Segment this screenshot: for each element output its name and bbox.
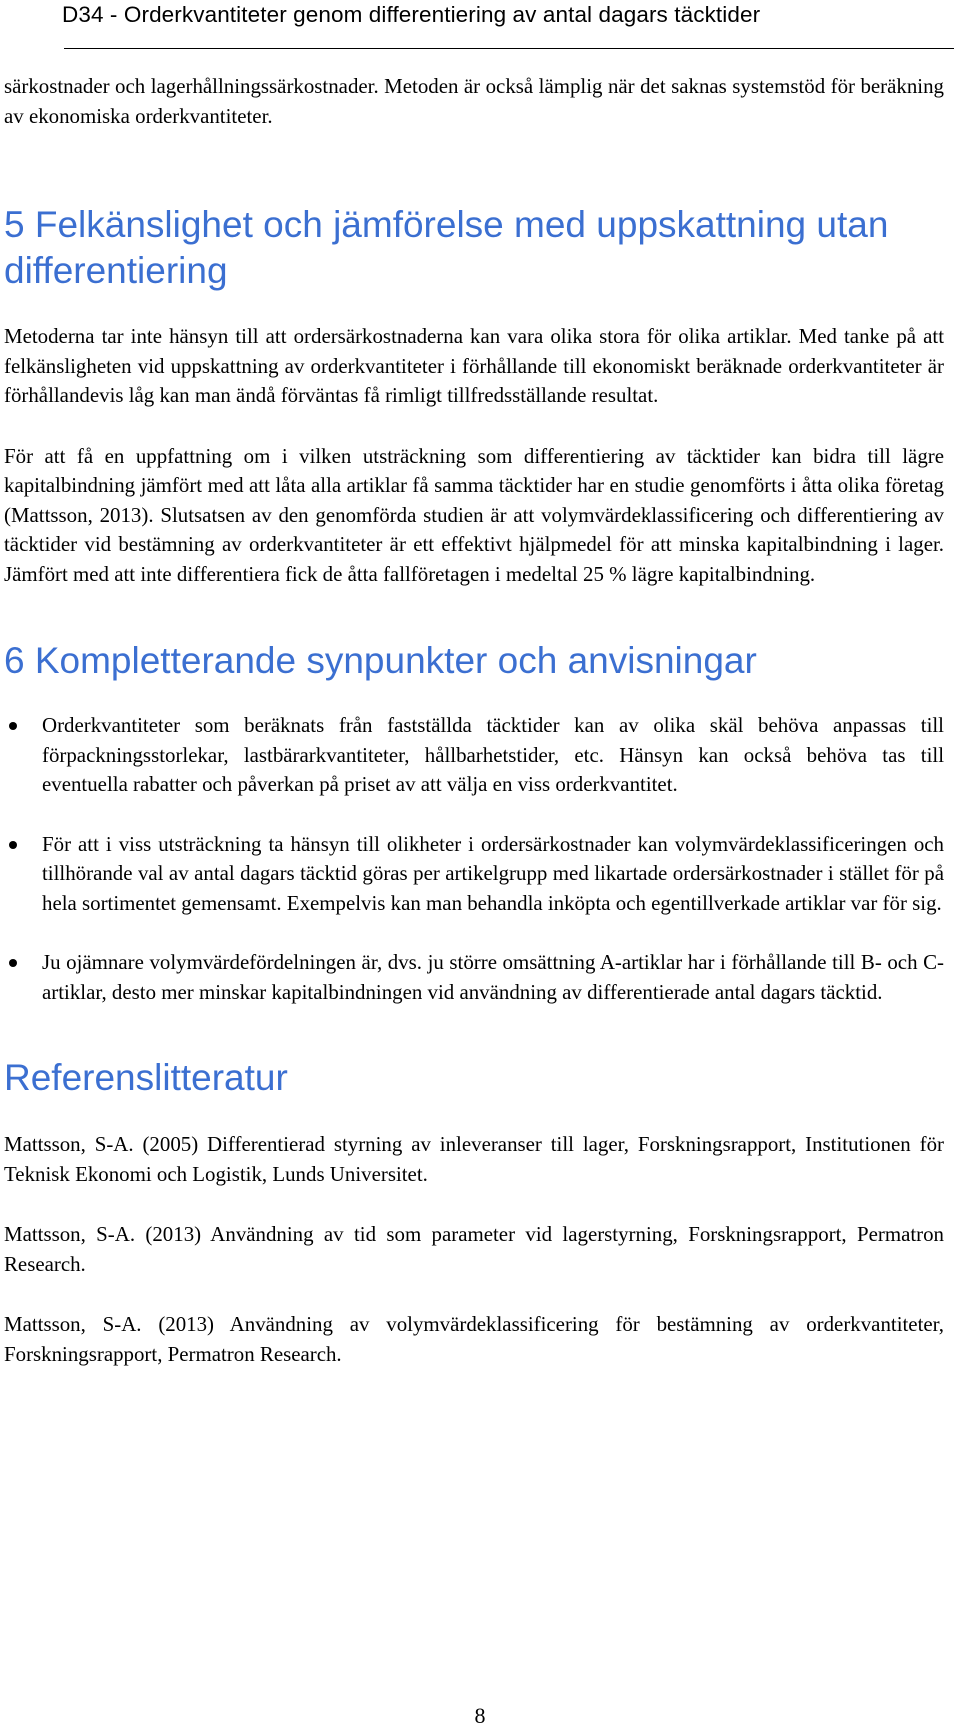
bullet-text: För att i viss utsträckning ta hänsyn till olikheter i ordersärkostnader kan volymvärdeklassificeringen och tillhörande val av antal dagars täcktid göras per artikelgrupp med likartade ordersärkostnader i stället för på hela sortimentet gemensamt. Exempelvis kan man behandla inköpta och egentillverkade artiklar var för sig. bbox=[42, 831, 944, 915]
references-heading: Referenslitteratur bbox=[4, 1057, 288, 1098]
bullet-dot-icon bbox=[9, 959, 17, 967]
page-content bbox=[4, 72, 944, 1369]
bullet-dot-icon bbox=[9, 841, 17, 849]
bullet-text: Ju ojämnare volymvärdefördelningen är, dvs. ju större omsättning A-artiklar har i förhållande till B- och C-artiklar, desto mer minskar kapitalbindningen vid användning av differentierade antal dagars täcktid. bbox=[42, 950, 944, 1004]
running-header-title: D34 - Orderkvantiteter genom differentiering av antal dagars täcktider bbox=[62, 2, 761, 27]
section-6-bullet-list bbox=[4, 711, 944, 1007]
reference-item: Mattsson, S-A. (2005) Differentierad styrning av inleveranser till lager, Forskningsrapport, Institutionen för Teknisk Ekonomi och Logistik, Lunds Universitet. bbox=[4, 1132, 944, 1186]
bullet-item bbox=[4, 948, 944, 1007]
reference-item: Mattsson, S-A. (2013) Användning av volymvärdeklassificering för bestämning av orderkvantiteter, Forskningsrapport, Permatron Research. bbox=[4, 1312, 944, 1366]
section-5-paragraph-2: För att få en uppfattning om i vilken utsträckning som differentiering av täcktider kan bidra till lägre kapitalbindning jämfört med att låta alla artiklar få samma täcktider har en studie genomförts i åtta olika företag (Mattsson, 2013). Slutsatsen av den genomförda studien är att volymvärdeklassificering och differentiering av täcktider vid bestämning av orderkvantiteter är ett effektivt hjälpmedel för att minska kapitalbindning i lager. Jämfört med att inte differentiera fick de åtta fallföretagen i medeltal 25 % lägre kapitalbindning. bbox=[4, 443, 944, 586]
section-6-heading: 6 Kompletterande synpunkter och anvisningar bbox=[4, 640, 757, 681]
section-5-heading: 5 Felkänslighet och jämförelse med uppskattning utan differentiering bbox=[4, 204, 889, 291]
header-rule bbox=[64, 48, 954, 49]
bullet-dot-icon bbox=[9, 722, 17, 730]
bullet-text: Orderkvantiteter som beräknats från fastställda täcktider kan av olika skäl behöva anpassas till förpackningsstorlekar, lastbärarkvantiteter, hållbarhetstider, etc. Hänsyn kan också behöva tas till eventuella rabatter och påverkan på priset av att välja en viss orderkvantitet. bbox=[42, 713, 944, 796]
reference-item: Mattsson, S-A. (2013) Användning av tid som parameter vid lagerstyrning, Forskningsrapport, Permatron Research. bbox=[4, 1222, 944, 1276]
bullet-item bbox=[4, 711, 944, 800]
section-5-paragraph-1: Metoderna tar inte hänsyn till att ordersärkostnaderna kan vara olika stora för olika artiklar. Med tanke på att felkänsligheten vid uppskattning av orderkvantiteter i förhållande till ekonomiskt beräknade orderkvantiteter är förhållandevis låg kan man ändå förväntas få rimligt tillfredsställande resultat. bbox=[4, 324, 944, 407]
page-number: 8 bbox=[474, 1703, 486, 1728]
intro-paragraph: särkostnader och lagerhållningssärkostnader. Metoden är också lämplig när det saknas systemstöd för beräkning av ekonomiska orderkvantiteter. bbox=[4, 74, 944, 128]
bullet-item bbox=[4, 830, 944, 919]
